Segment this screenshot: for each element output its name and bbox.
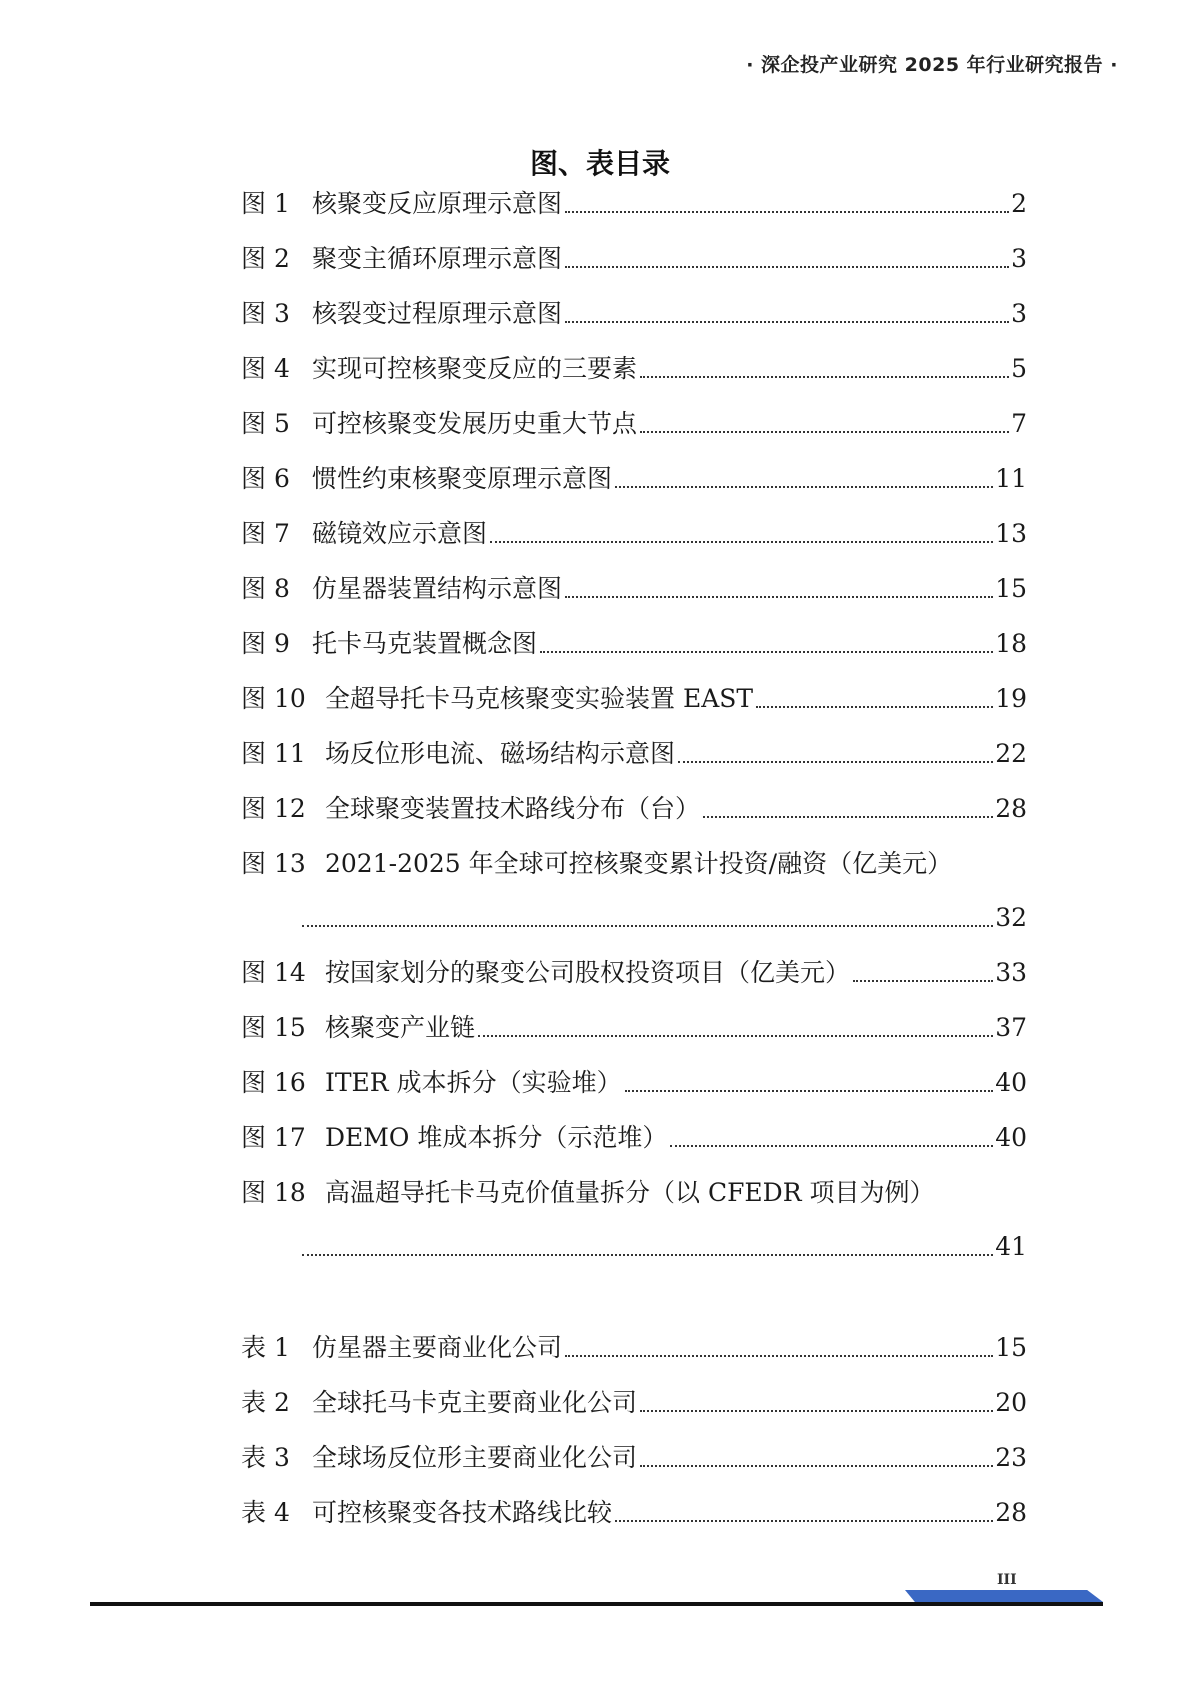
entry-title: 全球场反位形主要商业化公司 — [312, 1443, 638, 1472]
leader-dots — [615, 1520, 993, 1522]
entry-title: 仿星器主要商业化公司 — [312, 1333, 563, 1362]
toc-entry[interactable] — [241, 681, 1027, 717]
entry-page: 40 — [995, 1123, 1027, 1152]
leader-dots — [640, 431, 1009, 433]
entry-title: 可控核聚变各技术路线比较 — [312, 1498, 613, 1527]
entry-title: ITER 成本拆分（实验堆） — [325, 1068, 622, 1097]
entry-title: 核聚变产业链 — [325, 1013, 476, 1042]
entry-page: 32 — [995, 903, 1027, 932]
entry-label: 图 11 — [241, 739, 306, 768]
entry-label: 图 15 — [241, 1013, 306, 1042]
entry-label: 表 1 — [241, 1333, 290, 1362]
entry-label: 图 12 — [241, 794, 306, 823]
toc-entry[interactable] — [241, 1440, 1027, 1476]
running-header: · 深企投产业研究 2025 年行业研究报告 · — [746, 54, 1118, 76]
leader-dots — [640, 1410, 993, 1412]
entry-label: 图 1 — [241, 189, 290, 218]
entry-page: 37 — [995, 1013, 1027, 1042]
entry-label: 图 17 — [241, 1123, 306, 1152]
entry-label: 图 3 — [241, 299, 290, 328]
toc-entry[interactable] — [241, 571, 1027, 607]
toc-entry-continuation[interactable] — [299, 1229, 1027, 1265]
entry-page: 3 — [1011, 299, 1027, 328]
entry-page: 5 — [1011, 354, 1027, 383]
entry-page: 22 — [995, 739, 1027, 768]
leader-dots — [565, 266, 1009, 268]
entry-title: 可控核聚变发展历史重大节点 — [312, 409, 638, 438]
entry-page: 28 — [995, 1498, 1027, 1527]
toc-entry[interactable] — [241, 516, 1027, 552]
toc-entry[interactable] — [241, 791, 1027, 827]
toc-entry[interactable] — [241, 1120, 1027, 1156]
toc-entry[interactable] — [241, 1330, 1027, 1366]
toc-entry[interactable] — [241, 955, 1027, 991]
entry-title: 磁镜效应示意图 — [312, 519, 488, 548]
entry-label: 表 2 — [241, 1388, 290, 1417]
entry-label: 图 6 — [241, 464, 290, 493]
entry-label: 图 18 — [241, 1178, 306, 1207]
entry-title: 场反位形电流、磁场结构示意图 — [325, 739, 676, 768]
entry-page: 40 — [995, 1068, 1027, 1097]
entry-page: 13 — [995, 519, 1027, 548]
entry-page: 33 — [995, 958, 1027, 987]
page-number: III — [997, 1572, 1017, 1588]
entry-title: 2021-2025 年全球可控核聚变累计投资/融资（亿美元） — [325, 849, 953, 878]
entry-label: 图 7 — [241, 519, 290, 548]
entry-label: 图 13 — [241, 849, 306, 878]
entry-title: 全球聚变装置技术路线分布（台） — [325, 794, 701, 823]
toc-entry[interactable] — [241, 846, 1027, 882]
entry-label: 图 4 — [241, 354, 290, 383]
toc-entry[interactable] — [241, 1175, 1027, 1211]
entry-label: 图 2 — [241, 244, 290, 273]
entry-label: 表 4 — [241, 1498, 290, 1527]
entry-title: 惯性约束核聚变原理示意图 — [312, 464, 613, 493]
toc-entry[interactable] — [241, 1495, 1027, 1531]
leader-dots — [565, 596, 993, 598]
leader-dots — [615, 486, 993, 488]
leader-dots — [625, 1090, 994, 1092]
entry-label: 图 16 — [241, 1068, 306, 1097]
entry-title: 核裂变过程原理示意图 — [312, 299, 563, 328]
entry-label: 图 5 — [241, 409, 290, 438]
leader-dots — [540, 651, 993, 653]
leader-dots — [490, 541, 993, 543]
toc-entry[interactable] — [241, 186, 1027, 222]
leader-dots — [302, 925, 993, 927]
entry-page: 18 — [995, 629, 1027, 658]
toc-entry[interactable] — [241, 736, 1027, 772]
entry-title: DEMO 堆成本拆分（示范堆） — [325, 1123, 668, 1152]
entry-title: 核聚变反应原理示意图 — [312, 189, 563, 218]
entry-page: 23 — [995, 1443, 1027, 1472]
entry-page: 19 — [995, 684, 1027, 713]
entry-label: 图 8 — [241, 574, 290, 603]
entry-title: 聚变主循环原理示意图 — [312, 244, 563, 273]
entry-title: 按国家划分的聚变公司股权投资项目（亿美元） — [325, 958, 851, 987]
toc-entry-continuation[interactable] — [299, 900, 1027, 936]
toc-entry[interactable] — [241, 1385, 1027, 1421]
toc-entry[interactable] — [241, 461, 1027, 497]
entry-label: 图 14 — [241, 958, 306, 987]
entry-title: 全超导托卡马克核聚变实验装置 EAST — [325, 684, 754, 713]
entry-page: 3 — [1011, 244, 1027, 273]
entry-title: 实现可控核聚变反应的三要素 — [312, 354, 638, 383]
entry-label: 图 9 — [241, 629, 290, 658]
toc-entry[interactable] — [241, 296, 1027, 332]
entry-page: 7 — [1011, 409, 1027, 438]
entry-page: 2 — [1011, 189, 1027, 218]
leader-dots — [640, 1465, 993, 1467]
toc-entry[interactable] — [241, 1010, 1027, 1046]
toc-entry[interactable] — [241, 626, 1027, 662]
entry-label: 图 10 — [241, 684, 306, 713]
leader-dots — [640, 376, 1009, 378]
entry-page: 15 — [995, 574, 1027, 603]
entry-label: 表 3 — [241, 1443, 290, 1472]
leader-dots — [756, 706, 993, 708]
entry-title: 全球托马卡克主要商业化公司 — [312, 1388, 638, 1417]
leader-dots — [565, 1355, 993, 1357]
entry-title: 托卡马克装置概念图 — [312, 629, 538, 658]
toc-entry[interactable] — [241, 351, 1027, 387]
leader-dots — [678, 761, 993, 763]
page-title: 图、表目录 — [529, 147, 670, 180]
entry-title: 高温超导托卡马克价值量拆分（以 CFEDR 项目为例） — [325, 1178, 935, 1207]
leader-dots — [565, 321, 1009, 323]
toc-entry[interactable] — [241, 241, 1027, 277]
leader-dots — [853, 980, 993, 982]
footer-accent-bar — [905, 1590, 1103, 1602]
entry-title: 仿星器装置结构示意图 — [312, 574, 563, 603]
entry-page: 15 — [995, 1333, 1027, 1362]
entry-page: 41 — [995, 1232, 1027, 1261]
entry-page: 11 — [995, 464, 1027, 493]
entry-page: 20 — [995, 1388, 1027, 1417]
toc-entry[interactable] — [241, 1065, 1027, 1101]
leader-dots — [703, 816, 993, 818]
footer-rule — [90, 1602, 1103, 1606]
leader-dots — [478, 1035, 993, 1037]
toc-entry[interactable] — [241, 406, 1027, 442]
leader-dots — [565, 211, 1009, 213]
leader-dots — [670, 1145, 993, 1147]
entry-page: 28 — [995, 794, 1027, 823]
leader-dots — [302, 1254, 993, 1256]
